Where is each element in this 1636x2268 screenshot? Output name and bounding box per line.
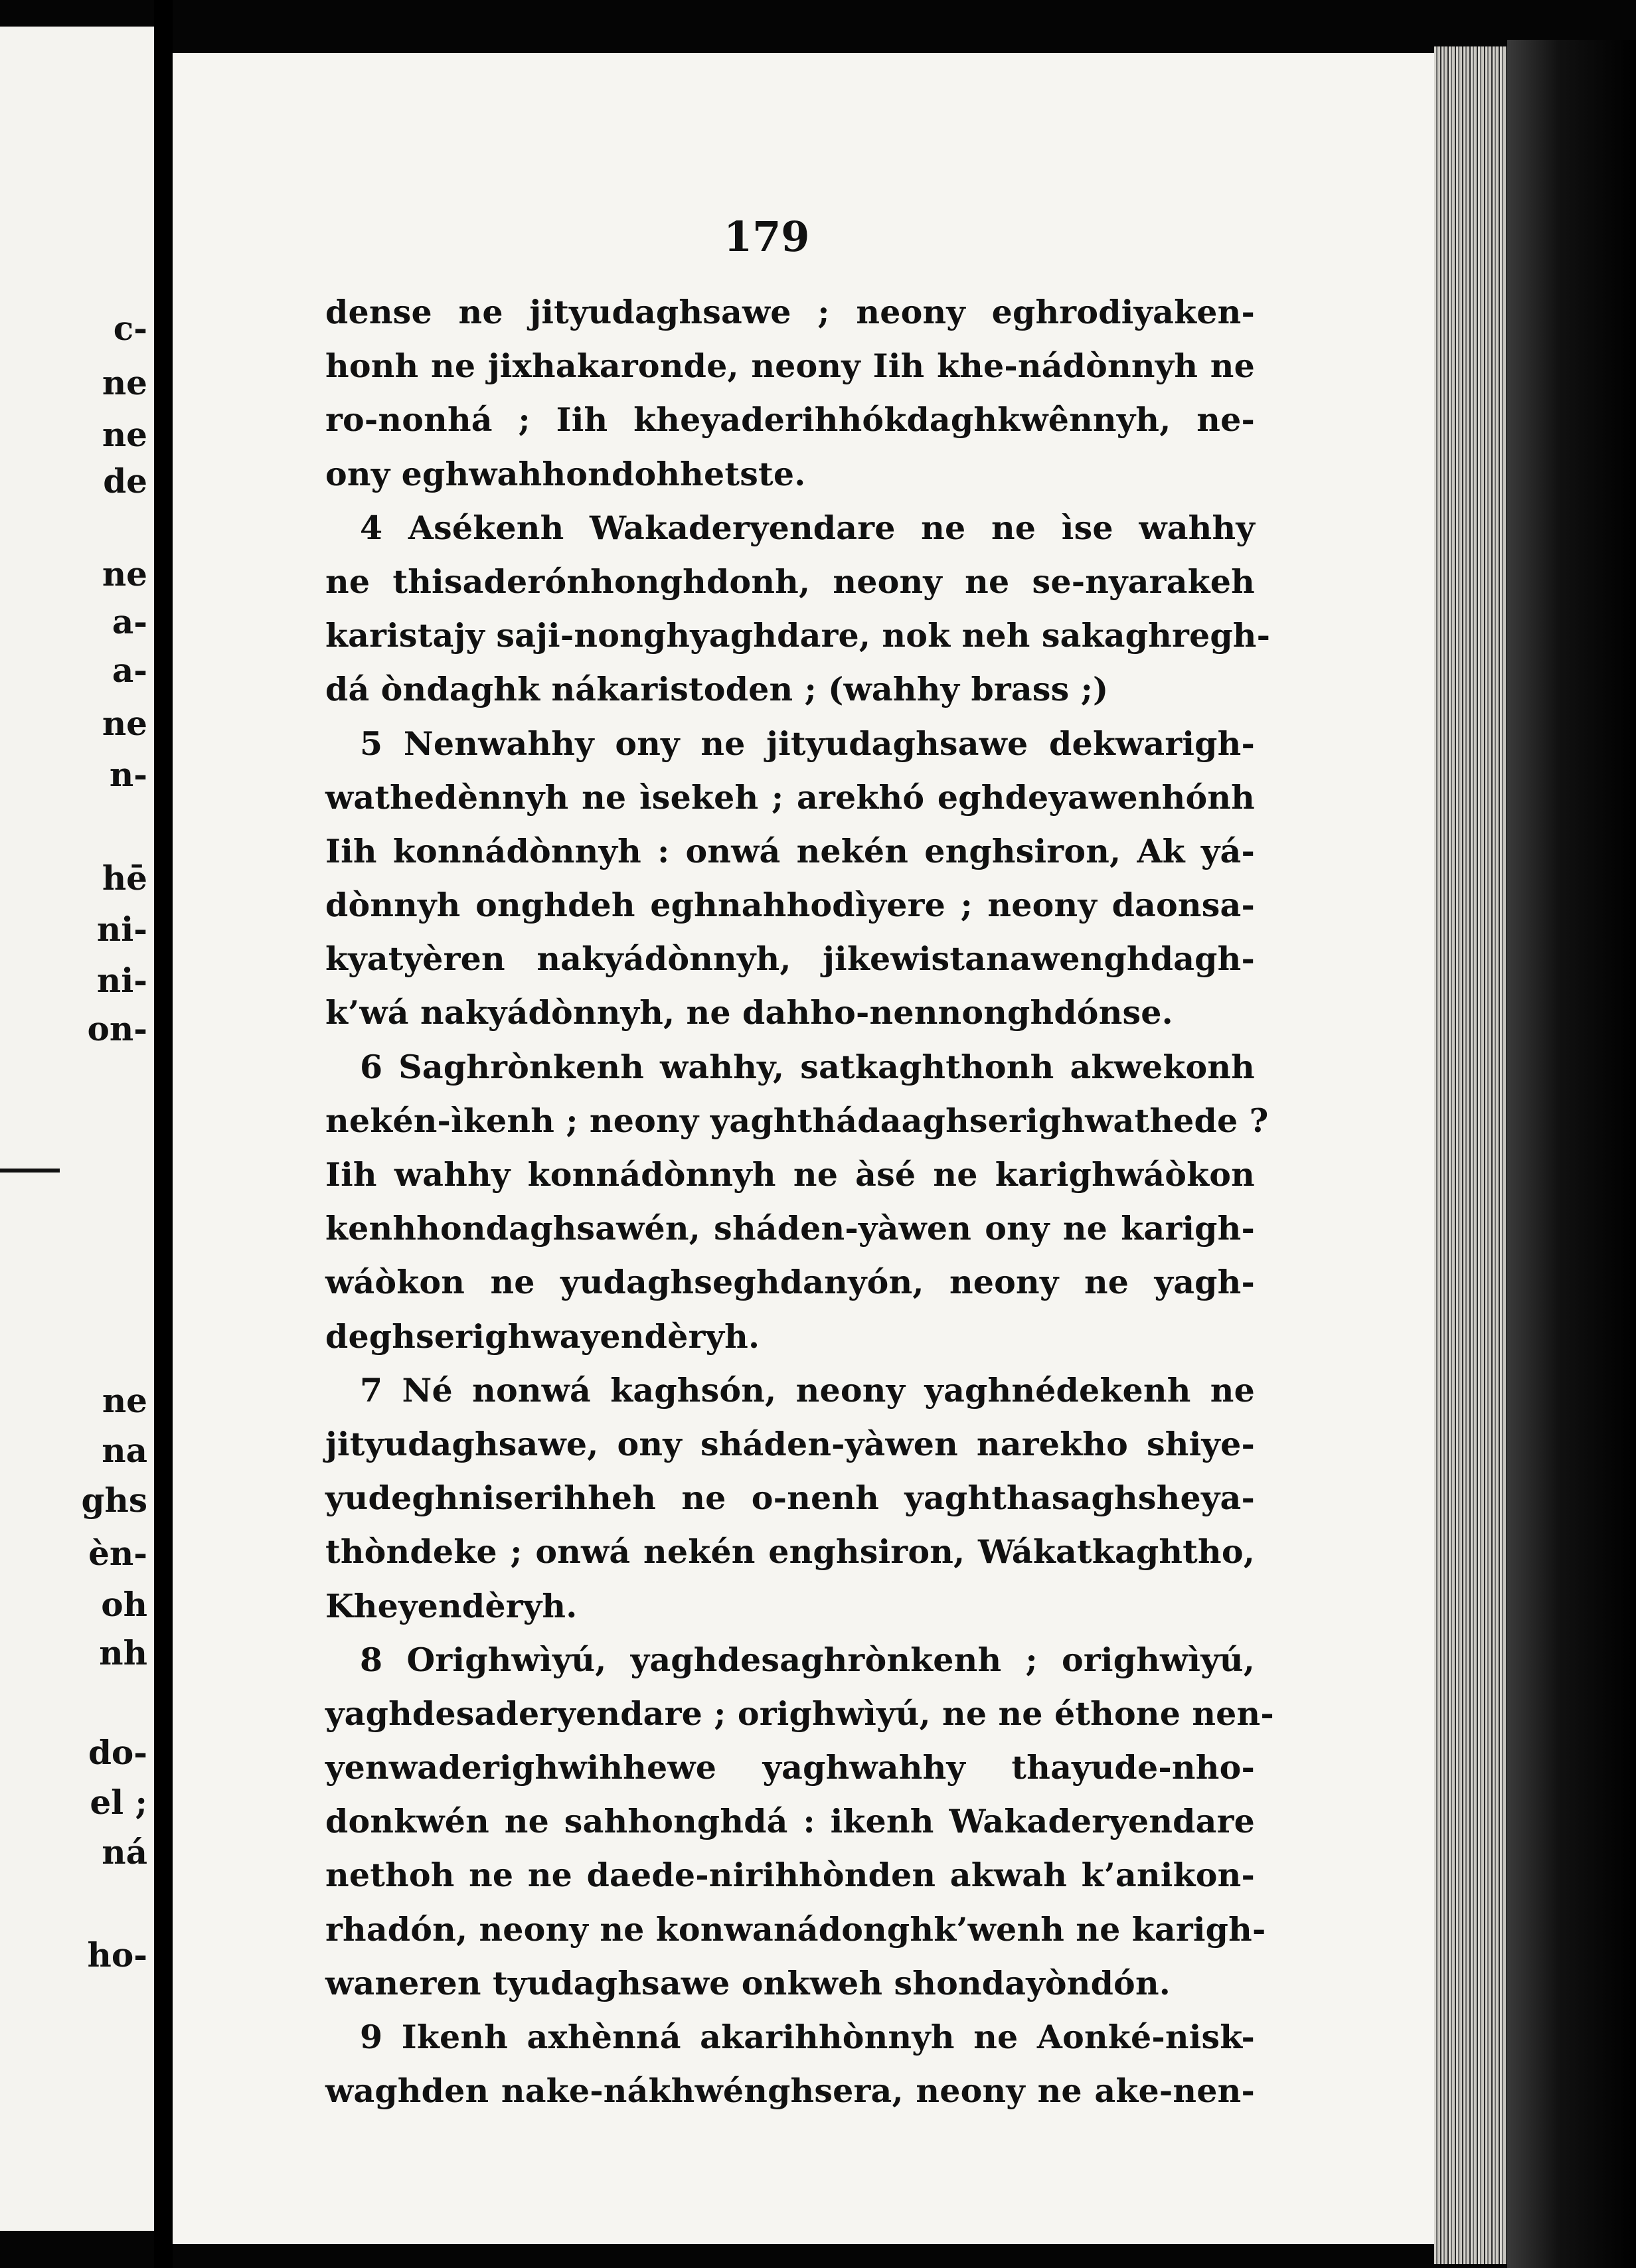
left-fragment: on- xyxy=(87,1009,147,1048)
text-line: yudeghniserihheh ne o-nenh yaghthasaghsheya- xyxy=(325,1479,1255,1518)
left-fragment: èn- xyxy=(88,1534,147,1573)
text-line: dá òndaghk nákaristoden ; (wahhy brass ;) xyxy=(325,670,1109,709)
left-fragment: ni- xyxy=(96,961,147,1000)
text-line: 6 Saghrònkenh wahhy, satkaghthonh akwekonh xyxy=(360,1047,1255,1086)
text-line: ne thisaderónhonghdonh, neony ne se-nyarakeh xyxy=(325,562,1255,601)
left-fragment: de xyxy=(103,461,147,501)
text-line: ro-nonhá ; Iih kheyaderihhókdaghkwênnyh, ne- xyxy=(325,400,1255,440)
text-line: thòndeke ; onwá nekén enghsiron, Wákatkaghtho, xyxy=(325,1532,1255,1572)
left-page-rule xyxy=(0,1169,60,1173)
text-line: Kheyendèryh. xyxy=(325,1586,578,1625)
text-line: karistajy saji-nonghyaghdare, nok neh sakaghregh- xyxy=(325,616,1271,655)
text-line: kyatyèren nakyádònnyh, jikewistanawenghdagh- xyxy=(325,939,1255,979)
text-line: deghserighwayendèryh. xyxy=(325,1317,760,1356)
left-fragment: ho- xyxy=(87,1935,147,1975)
text-line: 5 Nenwahhy ony ne jityudaghsawe dekwarigh- xyxy=(360,724,1255,763)
text-line: kenhhondaghsawén, sháden-yàwen ony ne karigh- xyxy=(325,1209,1255,1248)
text-line: nekén-ìkenh ; neony yaghthádaaghserighwathede ? xyxy=(325,1101,1269,1140)
text-line: yenwaderighwihhewe yaghwahhy thayude-nho- xyxy=(325,1748,1255,1787)
left-fragment: hē xyxy=(102,858,147,898)
left-fragment: a- xyxy=(112,602,147,641)
page-edges-shadow xyxy=(1507,40,1636,2268)
text-line: donkwén ne sahhonghdá : ikenh Wakaderyendare xyxy=(325,1802,1255,1841)
text-line: wáòkon ne yudaghseghdanyón, neony ne yagh- xyxy=(325,1263,1255,1302)
left-fragment: ne xyxy=(102,554,147,594)
page-number: 179 xyxy=(724,212,810,261)
left-fragment: a- xyxy=(112,651,147,690)
left-fragment: el ; xyxy=(90,1783,147,1822)
text-line: waghden nake-nákhwénghsera, neony ne ake-nen- xyxy=(325,2071,1255,2111)
left-fragment: nh xyxy=(99,1633,147,1672)
left-fragment: ne xyxy=(102,363,147,402)
left-fragment: c- xyxy=(113,309,147,348)
text-line: dense ne jityudaghsawe ; neony eghrodiyaken- xyxy=(325,293,1255,331)
text-line: jityudaghsawe, ony sháden-yàwen narekho shiye- xyxy=(325,1424,1255,1463)
book-gutter xyxy=(154,0,173,2268)
text-line: yaghdesaderyendare ; orighwìyú, ne ne éthone nen- xyxy=(325,1694,1274,1733)
left-fragment: ni- xyxy=(96,910,147,949)
text-line: Iih konnádònnyh : onwá nekén enghsiron, Ak yá- xyxy=(325,831,1255,870)
text-line: wathedènnyh ne ìsekeh ; arekhó eghdeyawenhónh xyxy=(325,777,1255,817)
text-line: k’wá nakyádònnyh, ne dahho-nennonghdónse. xyxy=(325,993,1173,1032)
text-line: waneren tyudaghsawe onkweh shondayòndón. xyxy=(325,1963,1171,2002)
left-fragment: do- xyxy=(88,1733,147,1772)
text-line: honh ne jixhakaronde, neony Iih khe-nádònnyh ne xyxy=(325,347,1255,386)
left-fragment: ne xyxy=(102,704,147,743)
page-body-text xyxy=(325,285,1274,2118)
text-line: 7 Né nonwá kaghsón, neony yaghnédekenh ne xyxy=(360,1370,1255,1410)
left-fragment: n- xyxy=(109,755,147,794)
left-fragment: ne xyxy=(102,415,147,454)
left-fragment: ná xyxy=(102,1832,147,1872)
left-fragment: ne xyxy=(102,1381,147,1420)
text-line: 9 Ikenh axhènná akarihhònnyh ne Aonké-nisk- xyxy=(360,2018,1255,2056)
left-fragment: na xyxy=(102,1431,147,1470)
left-fragment: ghs xyxy=(81,1481,147,1520)
text-line: 8 Orighwìyú, yaghdesaghrònkenh ; orighwìyú, xyxy=(360,1640,1255,1679)
text-line: Iih wahhy konnádònnyh ne àsé ne karighwáòkon xyxy=(325,1155,1255,1194)
text-line: ony eghwahhondohhetste. xyxy=(325,454,806,493)
left-page-fragment xyxy=(0,27,154,2231)
text-line: 4 Asékenh Wakaderyendare ne ne ìse wahhy xyxy=(360,508,1255,547)
text-line: rhadón, neony ne konwanádonghk’wenh ne karigh- xyxy=(325,1909,1266,1949)
left-fragment: oh xyxy=(101,1585,147,1624)
text-line: dònnyh onghdeh eghnahhodìyere ; neony daonsa- xyxy=(325,886,1255,925)
text-line: nethoh ne ne daede-nirihhònden akwah k’anikon- xyxy=(325,1856,1255,1895)
